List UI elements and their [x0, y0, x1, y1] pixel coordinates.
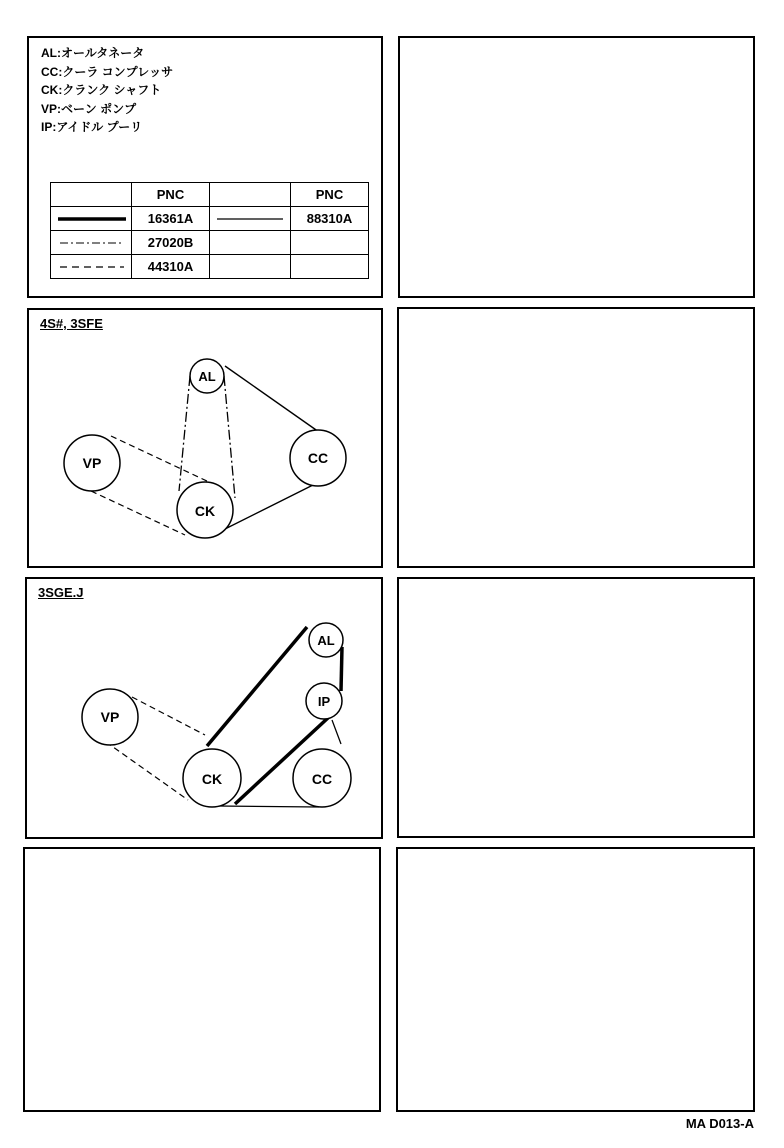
pulley-cc-label: CC [307, 450, 329, 466]
blank-panel [396, 847, 755, 1112]
pnc-table [50, 182, 369, 279]
blank-panel [397, 307, 755, 568]
blank-panel [23, 847, 381, 1112]
abbreviation-list [41, 44, 173, 137]
pulley-ck-label: CK [194, 503, 216, 519]
diagram-title: 4S#, 3SFE [40, 316, 103, 331]
pulley-ip-label: IP [317, 694, 331, 709]
belt-ck-al-thick [207, 627, 307, 746]
belt-al-ck-left [179, 376, 190, 491]
pulley-al-label: AL [198, 369, 216, 384]
belt-routing-diagram [29, 310, 381, 566]
empty-cell [210, 255, 291, 279]
table-header-blank [51, 183, 132, 207]
pulley-ck-label: CK [201, 771, 223, 787]
table-row [51, 255, 369, 279]
table-row [51, 207, 369, 231]
belt-al-cc [225, 366, 319, 432]
belt-cc-ck [221, 481, 321, 531]
belt-ip-cc-thin [332, 720, 341, 744]
legend-item-al: AL:オールタネータ [41, 46, 145, 60]
pnc-cell: 16361A [132, 207, 210, 231]
belt-vp-ck-bottom [106, 742, 188, 800]
empty-cell [210, 231, 291, 255]
table-row [51, 231, 369, 255]
belt-vp-ck-top [111, 436, 209, 482]
thin-solid-line-sample [210, 207, 291, 231]
belt-diagram-4s-3sfe-panel [27, 308, 383, 568]
thick-solid-line-sample [51, 207, 132, 231]
blank-panel [398, 36, 755, 298]
table-header-row [51, 183, 369, 207]
empty-cell [291, 255, 369, 279]
pulley-vp-label: VP [82, 455, 102, 471]
pnc-cell: 27020B [132, 231, 210, 255]
pulley-al-label: AL [317, 633, 335, 648]
belt-ck-cc-thin [217, 806, 319, 807]
legend-item-ck: CK:クランク シャフト [41, 83, 162, 97]
belt-routing-diagram [27, 579, 381, 837]
diagram-title: 3SGE.J [38, 585, 84, 600]
pnc-cell: 44310A [132, 255, 210, 279]
legend-item-vp: VP:ベーン ポンプ [41, 101, 137, 116]
table-header-blank-right [210, 183, 291, 207]
dash-dot-line-sample [51, 231, 132, 255]
figure-code: MA D013-A [685, 1116, 754, 1131]
pnc-cell: 88310A [291, 207, 369, 231]
belt-al-ck-right [224, 376, 235, 498]
dashed-line-sample [51, 255, 132, 279]
legend-panel [27, 36, 383, 298]
belt-vp-ck-top [132, 697, 205, 735]
legend-item-ip: IP:アイドル プーリ [41, 120, 143, 134]
empty-cell [291, 231, 369, 255]
pulley-cc-label: CC [311, 771, 333, 787]
belt-vp-ck-bottom [91, 491, 185, 535]
belt-al-ip-thick [341, 647, 342, 691]
belt-diagram-3sge-panel [25, 577, 383, 839]
table-header-pnc-right: PNC [291, 183, 369, 207]
legend-item-cc: CC:クーラ コンプレッサ [41, 64, 174, 79]
pulley-vp-label: VP [100, 709, 120, 725]
blank-panel [397, 577, 755, 838]
table-header-pnc-left: PNC [132, 183, 210, 207]
